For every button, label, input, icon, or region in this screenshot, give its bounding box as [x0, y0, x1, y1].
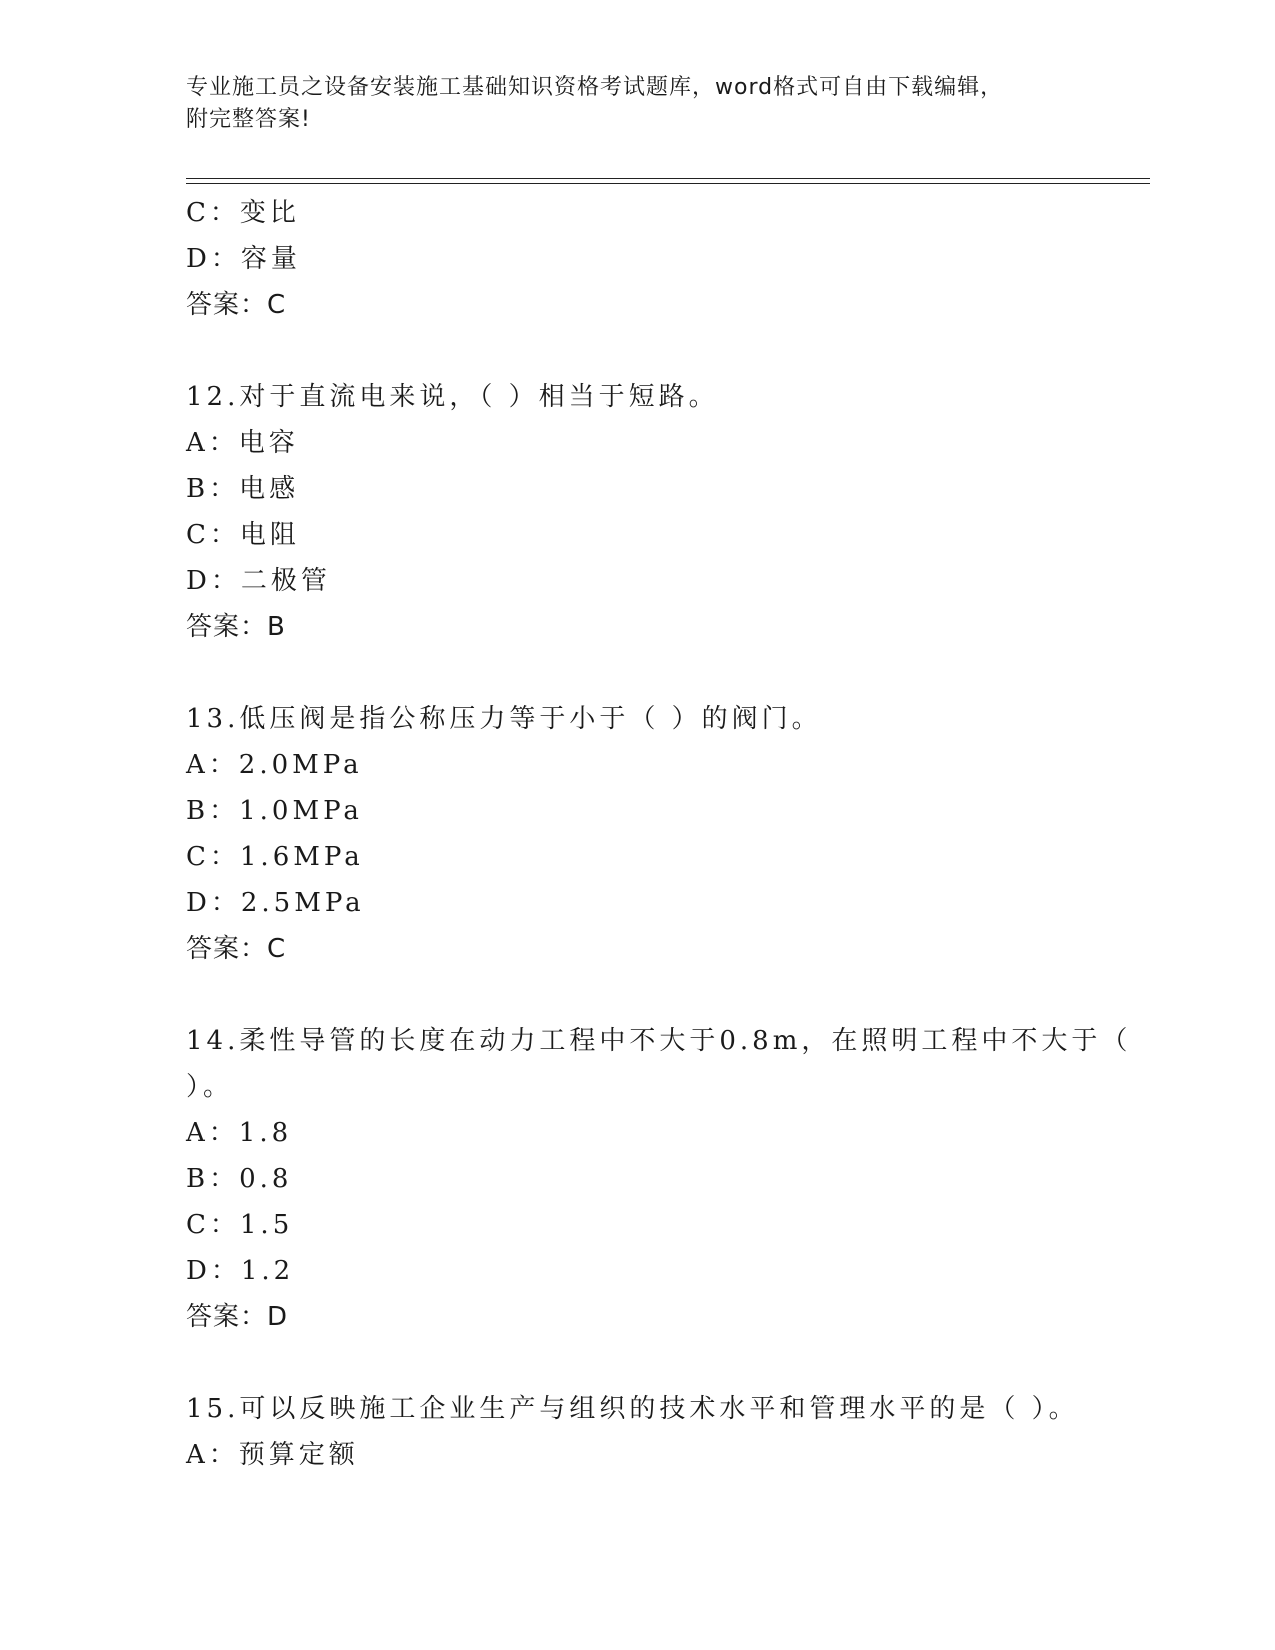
document-header: [186, 72, 1086, 136]
spacer: [186, 650, 1086, 696]
option-c: C：变比: [186, 198, 300, 228]
option-d: D：二极管: [186, 566, 331, 596]
question-13: [186, 696, 1086, 972]
answer: 答案：B: [186, 612, 286, 642]
question-12: [186, 374, 1086, 650]
answer: 答案：C: [186, 934, 287, 964]
option-a: A：2.0MPa: [186, 750, 363, 780]
question-text: 15.可以反映施工企业生产与组织的技术水平和管理水平的是（ ）。: [186, 1394, 1079, 1424]
question-text: 14.柔性导管的长度在动力工程中不大于0.8m，在照明工程中不大于（: [186, 1026, 1132, 1056]
option-a: A：电容: [186, 428, 299, 458]
option-a: A：预算定额: [186, 1440, 359, 1470]
question-text: 12.对于直流电来说，（ ）相当于短路。: [186, 382, 719, 412]
option-c: C：电阻: [186, 520, 300, 550]
option-d: D：容量: [186, 244, 301, 274]
spacer: [186, 328, 1086, 374]
spacer: [186, 1340, 1086, 1386]
question-list: [186, 190, 1132, 1478]
question-15: [186, 1386, 1086, 1478]
option-b: B：0.8: [186, 1164, 293, 1194]
option-a: A：1.8: [186, 1118, 293, 1148]
option-d: D：2.5MPa: [186, 888, 365, 918]
header-rule-bottom: [186, 183, 1150, 184]
answer: 答案：C: [186, 290, 287, 320]
spacer: [186, 972, 1086, 1018]
question-text-continued: ）。: [186, 1072, 234, 1102]
question-11: [186, 190, 1086, 328]
option-c: C：1.6MPa: [186, 842, 364, 872]
question-text: 13.低压阀是指公称压力等于小于（ ）的阀门。: [186, 704, 822, 734]
answer: 答案：D: [186, 1302, 289, 1332]
header-line-2: 附完整答案!: [186, 107, 311, 132]
option-d: D：1.2: [186, 1256, 295, 1286]
header-rule-top: [186, 178, 1150, 179]
option-c: C：1.5: [186, 1210, 294, 1240]
option-b: B：1.0MPa: [186, 796, 363, 826]
option-b: B：电感: [186, 474, 300, 504]
question-14: [186, 1018, 1132, 1340]
header-line-1: 专业施工员之设备安装施工基础知识资格考试题库，word格式可自由下载编辑，: [186, 75, 1004, 100]
